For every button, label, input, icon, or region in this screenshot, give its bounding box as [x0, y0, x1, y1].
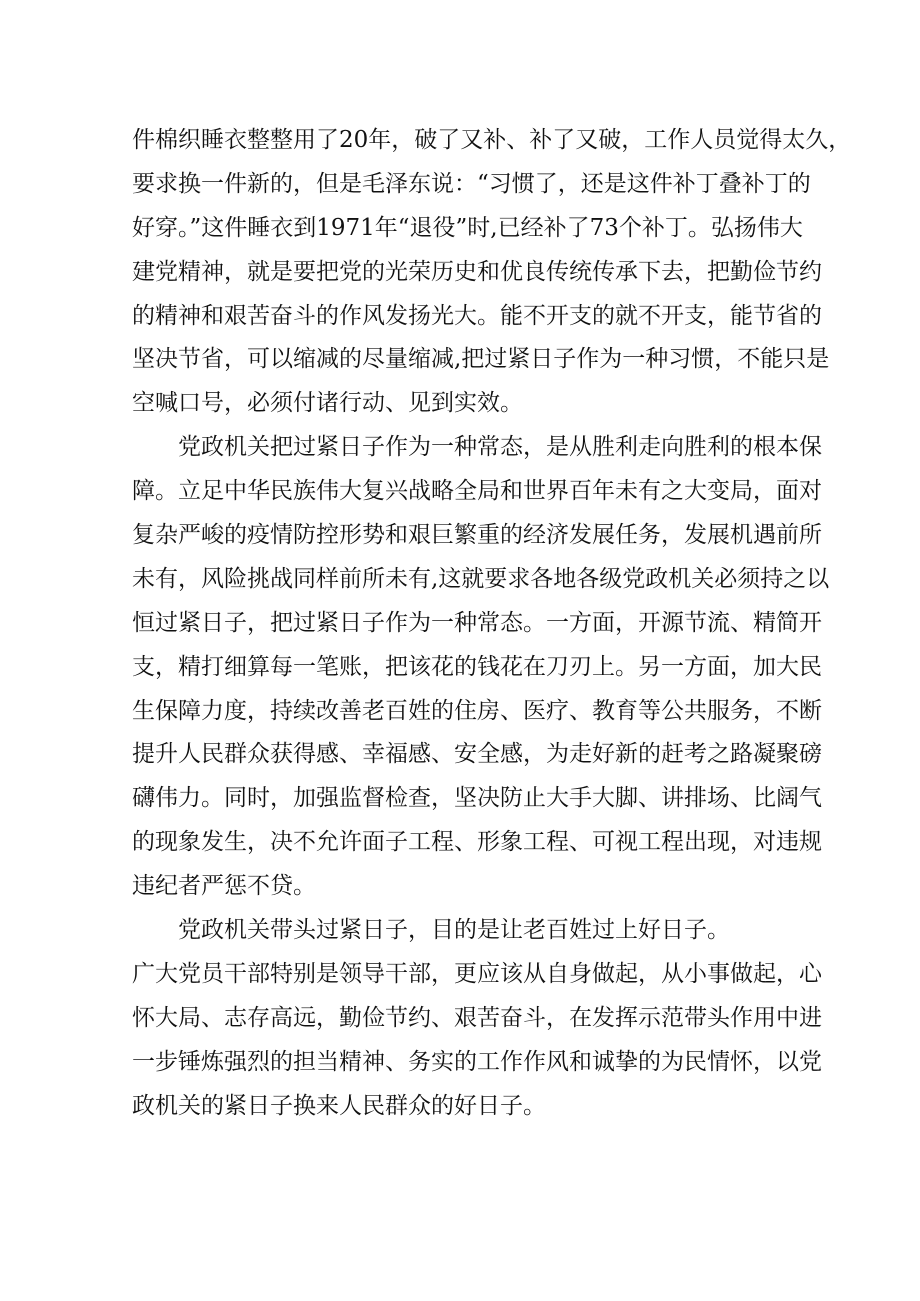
paragraph-line: 坚决节省，可以缩减的尽量缩减,把过紧日子作为一种习惯，不能只是 [132, 346, 830, 373]
document-body [132, 119, 852, 1128]
paragraph-line: 空喊口号，必须付诸行动、见到实效。 [132, 390, 523, 417]
paragraph-line: 党政机关把过紧日子作为一种常态，是从胜利走向胜利的根本保 [178, 434, 822, 461]
paragraph-4 [132, 953, 822, 1129]
paragraph-3 [132, 909, 792, 953]
paragraph-line: 恒过紧日子，把过紧日子作为一种常态。一方面，开源节流、精简开 [132, 609, 822, 636]
paragraph-line: 支，精打细算每一笔账，把该花的钱花在刀刃上。另一方面，加大民 [132, 653, 822, 680]
paragraph-line: 党政机关带头过紧日子，目的是让老百姓过上好日子。 [178, 917, 730, 944]
paragraph-line: 的精神和艰苦奋斗的作风发扬光大。能不开支的就不开支，能节省的 [132, 302, 822, 329]
paragraph-line: 复杂严峻的疫情防控形势和艰巨繁重的经济发展任务，发展机遇前所 [132, 522, 822, 549]
paragraph-1 [132, 119, 852, 426]
paragraph-line: 好穿。”这件睡衣到1971年“退役”时,已经补了73个补丁。弘扬伟大 [132, 214, 803, 241]
paragraph-line: 障。立足中华民族伟大复兴战略全局和世界百年未有之大变局，面对 [132, 478, 822, 505]
paragraph-line: 提升人民群众获得感、幸福感、安全感，为走好新的赶考之路凝聚磅 [132, 741, 822, 768]
paragraph-line: 政机关的紧日子换来人民群众的好日子。 [132, 1092, 546, 1119]
paragraph-line: 未有，风险挑战同样前所未有,这就要求各地各级党政机关必须持之以 [132, 565, 830, 592]
paragraph-line: 广大党员干部特别是领导干部，更应该从自身做起，从小事做起，心 [132, 960, 822, 987]
paragraph-line: 生保障力度，持续改善老百姓的住房、医疗、教育等公共服务，不断 [132, 697, 822, 724]
paragraph-line: 件棉织睡衣整整用了20年，破了又补、补了又破，工作人员觉得太久， [132, 127, 852, 153]
paragraph-line: 礴伟力。同时，加强监督检查，坚决防止大手大脚、讲排场、比阔气 [132, 785, 822, 812]
paragraph-line: 一步锤炼强烈的担当精神、务实的工作作风和诚挚的为民情怀，以党 [132, 1048, 822, 1075]
paragraph-2 [132, 426, 830, 909]
paragraph-line: 怀大局、志存高远，勤俭节约、艰苦奋斗，在发挥示范带头作用中进 [132, 1004, 822, 1031]
paragraph-line: 要求换一件新的，但是毛泽东说：“习惯了，还是这件补丁叠补丁的 [132, 170, 811, 197]
paragraph-line: 的现象发生，决不允许面子工程、形象工程、可视工程出现，对违规 [132, 829, 822, 856]
paragraph-line: 建党精神，就是要把党的光荣历史和优良传统传承下去，把勤俭节约 [132, 258, 822, 285]
paragraph-line: 违纪者严惩不贷。 [132, 873, 316, 900]
